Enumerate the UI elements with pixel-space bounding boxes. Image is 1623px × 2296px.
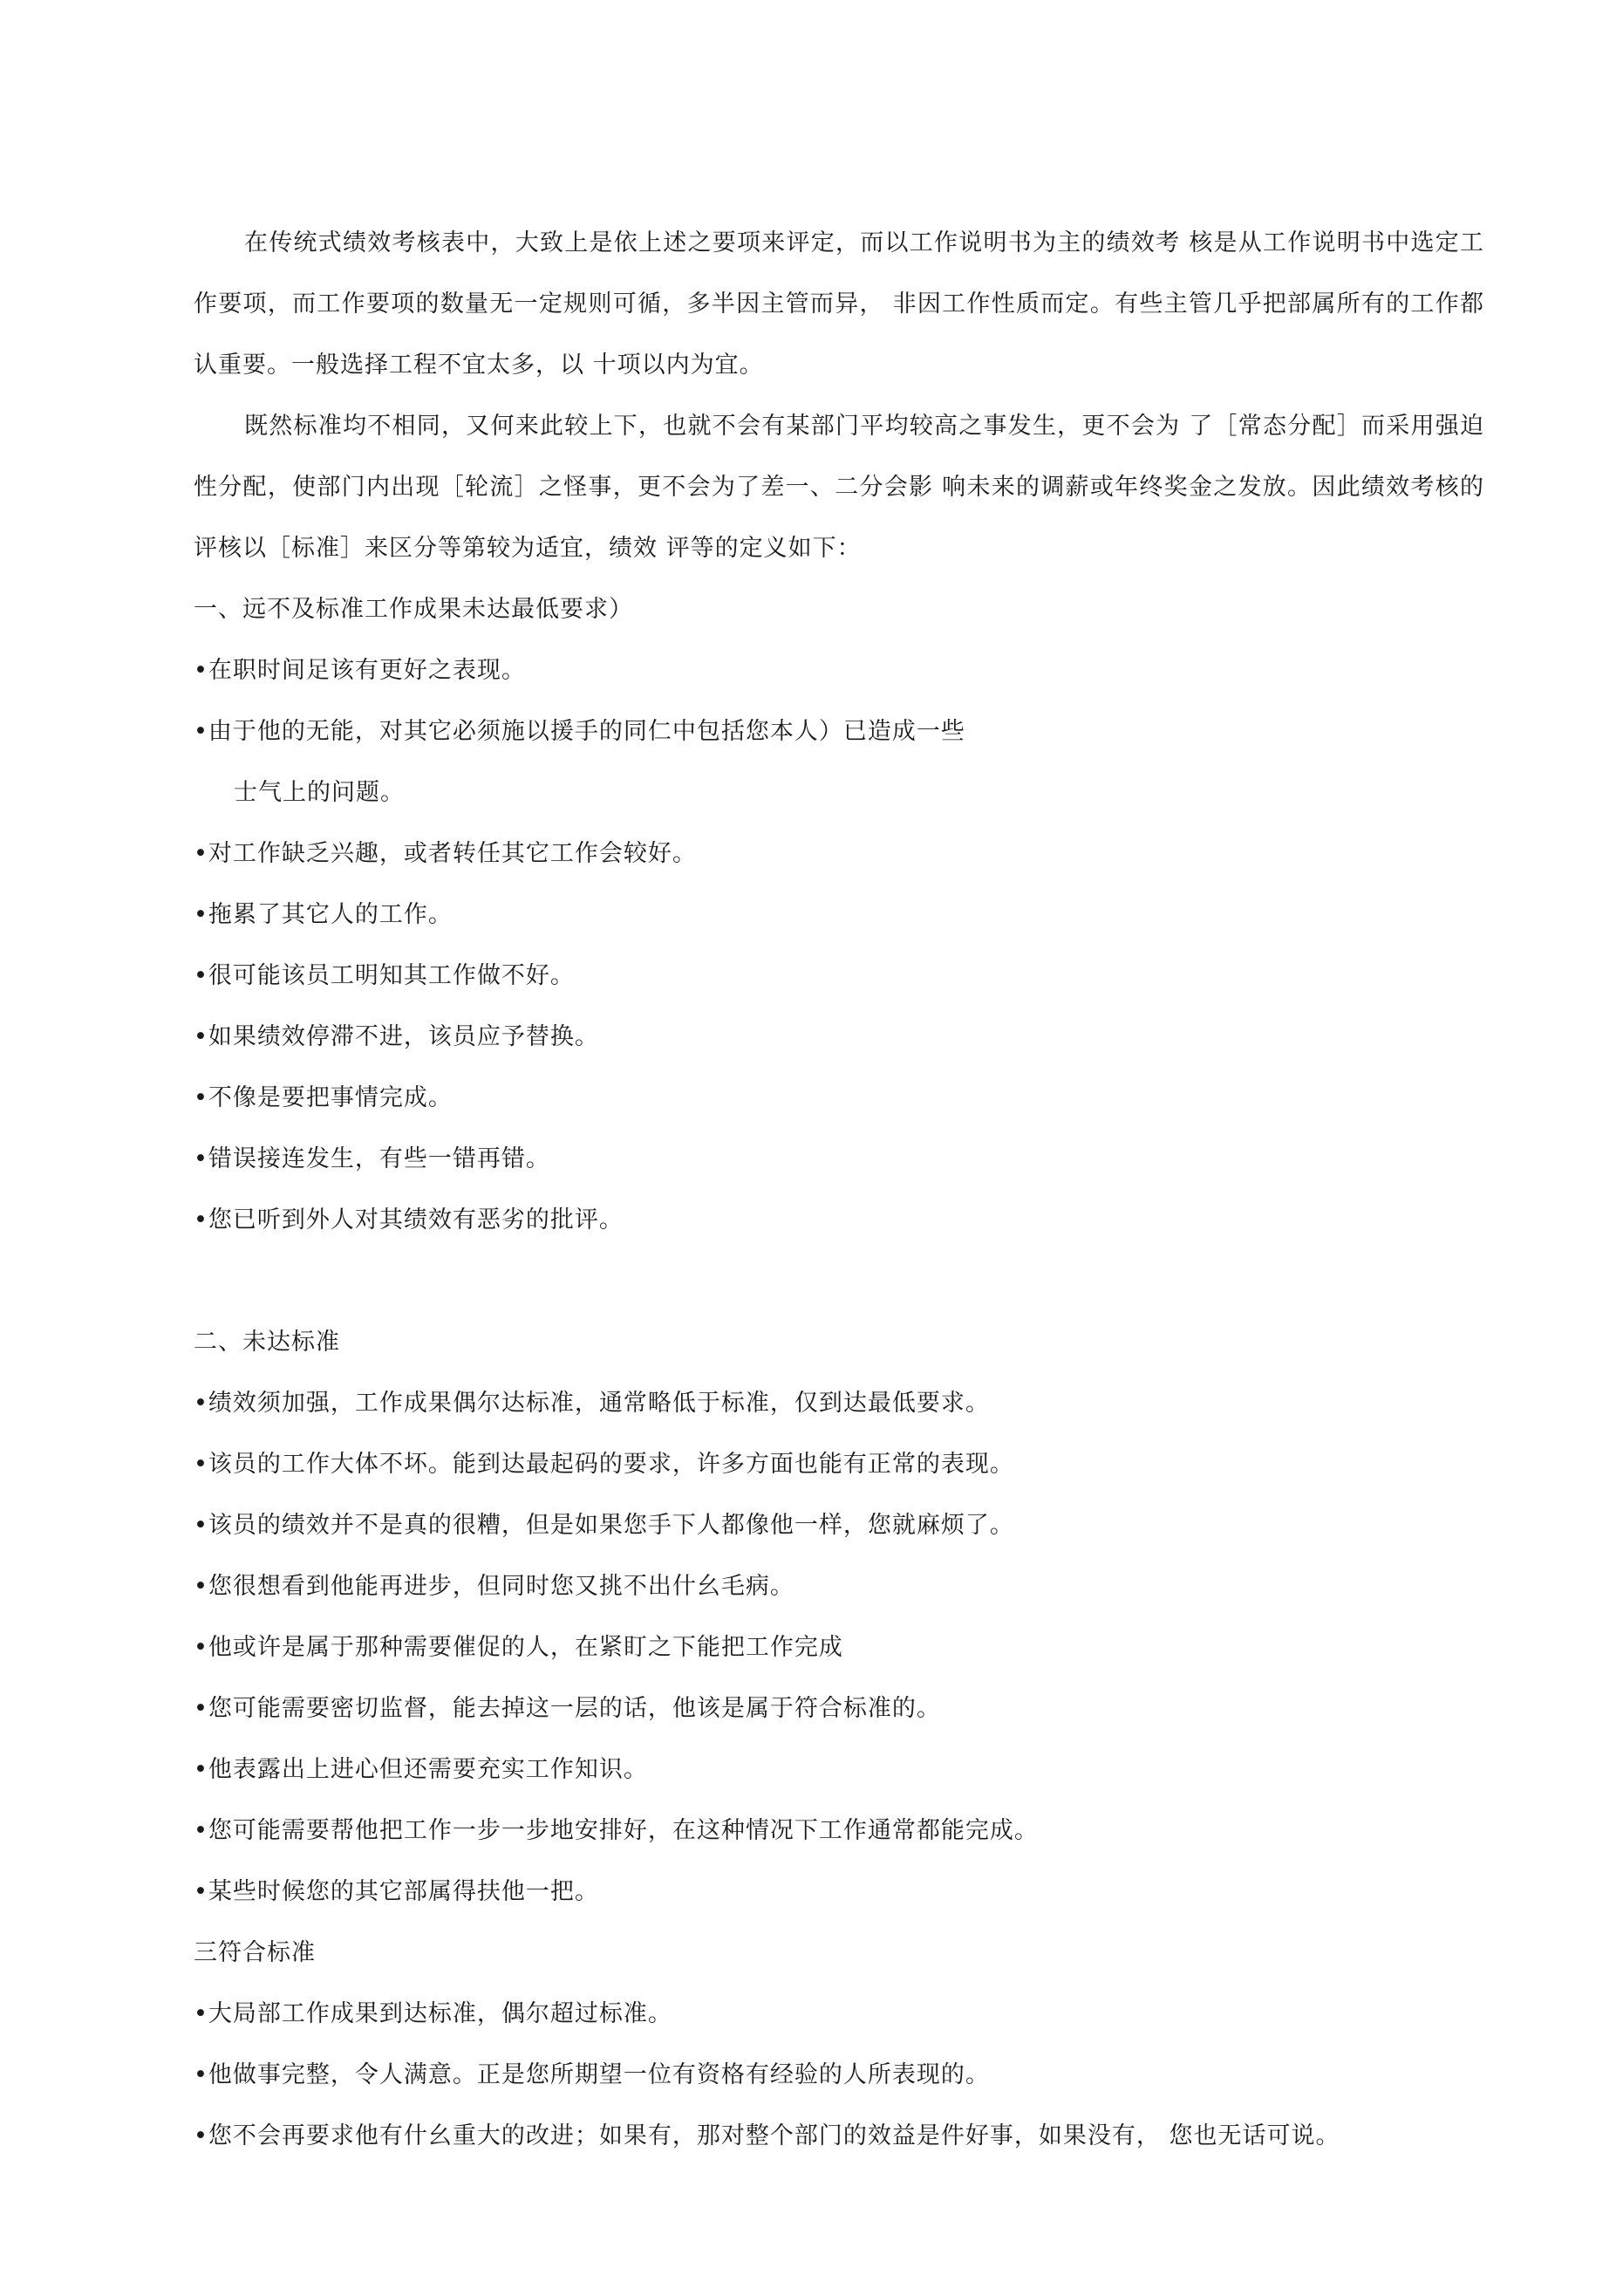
document-body [194, 213, 1484, 2167]
list-item: •对工作缺乏兴趣，或者转任其它工作会较好。 [194, 840, 697, 867]
section-below-standard [194, 1312, 1484, 1923]
list-item: •他表露出上进心但还需要充实工作知识。 [194, 1756, 648, 1783]
list-item: •您可能需要帮他把工作一步一步地安排好，在这种情况下工作通常都能完成。 [194, 1817, 1039, 1844]
list-item: •如果绩效停滞不进，该员应予替换。 [194, 1023, 599, 1050]
section-spacer [194, 1251, 1484, 1312]
list-item: •您可能需要密切监督，能去掉这一层的话，他该是属于符合标准的。 [194, 1695, 941, 1722]
list-item: •该员的工作大体不坏。能到达最起码的要求，许多方面也能有正常的表现。 [194, 1451, 1014, 1478]
list-item: •绩效须加强，工作成果偶尔达标准，通常略低于标准，仅到达最低要求。 [194, 1390, 990, 1417]
list-item: •很可能该员工明知其工作做不好。 [194, 962, 575, 989]
section-far-below-standard [194, 579, 1484, 1251]
list-item: •由于他的无能，对其它必须施以援手的同仁中包括您本人）已造成一些 [194, 718, 965, 745]
list-item: •拖累了其它人的工作。 [194, 901, 453, 928]
section-heading: 一、远不及标准工作成果未达最低要求） [194, 596, 633, 623]
list-item: •错误接连发生，有些一错再错。 [194, 1145, 550, 1172]
list-item: •不像是要把事情完成。 [194, 1084, 453, 1111]
section-heading: 三符合标准 [194, 1939, 316, 1966]
list-item: •在职时间足该有更好之表现。 [194, 657, 526, 684]
list-item: •大局部工作成果到达标准，偶尔超过标准。 [194, 2000, 672, 2027]
intro-paragraph: 在传统式绩效考核表中，大致上是依上述之要项来评定，而以工作说明书为主的绩效考 核是从工作说明书中选定工作要项，而工作要项的数量无一定规则可循，多半因主管而异， 非因工作性质而定。有些主管几乎把部属所有的工作都认重要。一般选择工程不宜太多，以 十项以内为宜。 [194, 229, 1484, 379]
intro-paragraph: 既然标准均不相同，又何来此较上下，也就不会有某部门平均较高之事发生，更不会为 了［常态分配］而采用强迫性分配，使部门内出现［轮流］之怪事，更不会为了差一、二分会影 响未来的调薪或年终奖金之发放。因此绩效考核的评核以［标准］来区分等第较为适宜，绩效 评等的定义如下： [194, 413, 1484, 562]
section-meets-standard [194, 1923, 1484, 2167]
list-item: •该员的绩效并不是真的很糟，但是如果您手下人都像他一样，您就麻烦了。 [194, 1512, 1014, 1539]
list-item: •您很想看到他能再进步，但同时您又挑不出什幺毛病。 [194, 1573, 794, 1600]
list-item: •您已听到外人对其绩效有恶劣的批评。 [194, 1206, 624, 1233]
list-item: •他做事完整，令人满意。正是您所期望一位有资格有经验的人所表现的。 [194, 2061, 990, 2088]
list-item: •某些时候您的其它部属得扶他一把。 [194, 1878, 599, 1905]
list-item: •您不会再要求他有什幺重大的改进；如果有，那对整个部门的效益是件好事，如果没有， 您也无话可说。 [194, 2122, 1340, 2149]
list-item: •他或许是属于那种需要催促的人，在紧盯之下能把工作完成 [194, 1634, 843, 1661]
section-heading: 二、未达标准 [194, 1329, 340, 1356]
list-item-continuation: 士气上的问题。 [234, 779, 405, 806]
